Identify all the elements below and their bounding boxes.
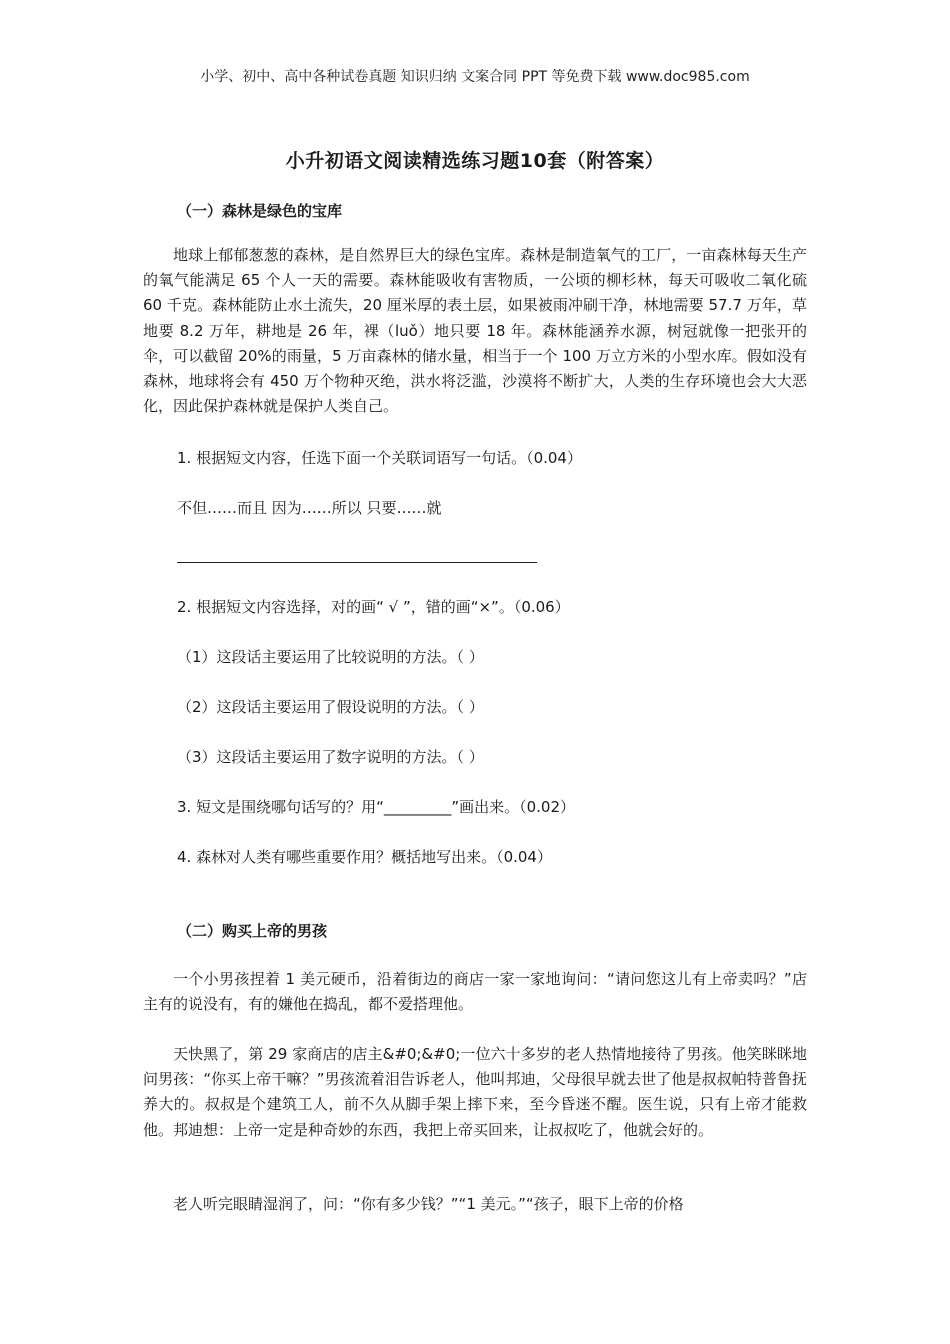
section-1-paragraph: 地球上郁郁葱葱的森林，是自然界巨大的绿色宝库。森林是制造氧气的工厂，一亩森林每天生产的氧气能满足 65 个人一天的需要。森林能吸收有害物质，一公顷的柳杉林，每天可吸收二氧化硫 60 千克。森林能防止水土流失，20 厘米厚的表土层，如果被雨冲刷干净，林地需要 57.7 万年，草地要 8.2 万年，耕地是 26 年，裸（luǒ）地只要 18 年。森林能涵养水源，树冠就像一把张开的伞，可以截留 20%的雨量，5 万亩森林的储水量，相当于一个 100 万立方米的小型水库。假如没有森林，地球将会有 450 万个物种灭绝，洪水将泛滥，沙漠将不断扩大，人类的生存环境也会大大恶化，因此保护森林就是保护人类自己。 bbox=[143, 246, 807, 416]
page-header: 小学、初中、高中各种试卷真题 知识归纳 文案合同 PPT 等免费下载 www.doc985.com bbox=[200, 69, 750, 85]
question-2-item: （1）这段话主要运用了比较说明的方法。（ ） bbox=[177, 648, 484, 666]
question-1: 1. 根据短文内容，任选下面一个关联词语写一句话。（0.04） bbox=[177, 449, 582, 467]
section-2-heading: （二）购买上帝的男孩 bbox=[177, 922, 328, 940]
question-2-item: （3）这段话主要运用了数字说明的方法。（ ） bbox=[177, 748, 484, 766]
question-1-options: 不但……而且 因为……所以 只要……就 bbox=[177, 499, 442, 517]
section-2-paragraph: 一个小男孩捏着 1 美元硬币，沿着街边的商店一家一家地询问：“请问您这儿有上帝卖吗？”店主有的说没有，有的嫌他在捣乱，都不爱搭理他。 bbox=[143, 970, 807, 1014]
document-title: 小升初语文阅读精选练习题10套（附答案） bbox=[285, 150, 665, 172]
question-2: 2. 根据短文内容选择，对的画“ √ ”，错的画“×”。（0.06） bbox=[177, 598, 570, 616]
section-1-heading: （一）森林是绿色的宝库 bbox=[177, 202, 343, 220]
section-2-paragraph: 天快黑了，第 29 家商店的店主&#0;&#0;一位六十多岁的老人热情地接待了男孩。他笑眯眯地问男孩：“你买上帝干嘛？”男孩流着泪告诉老人，他叫邦迪，父母很早就去世了他是叔叔帕特普鲁抚养大的。叔叔是个建筑工人，前不久从脚手架上摔下来，至今昏迷不醒。医生说，只有上帝才能救他。邦迪想：上帝一定是种奇妙的东西，我把上帝买回来，让叔叔吃了，他就会好的。 bbox=[143, 1045, 807, 1139]
section-2-paragraph: 老人听完眼睛湿润了，问：“你有多少钱？”“1 美元。”“孩子，眼下上帝的价格 bbox=[173, 1195, 684, 1213]
answer-line[interactable] bbox=[177, 562, 537, 563]
question-4: 4. 森林对人类有哪些重要作用？概括地写出来。（0.04） bbox=[177, 848, 552, 866]
question-3: 3. 短文是围绕哪句话写的？用“_________”画出来。（0.02） bbox=[177, 798, 576, 816]
question-2-item: （2）这段话主要运用了假设说明的方法。（ ） bbox=[177, 698, 484, 716]
